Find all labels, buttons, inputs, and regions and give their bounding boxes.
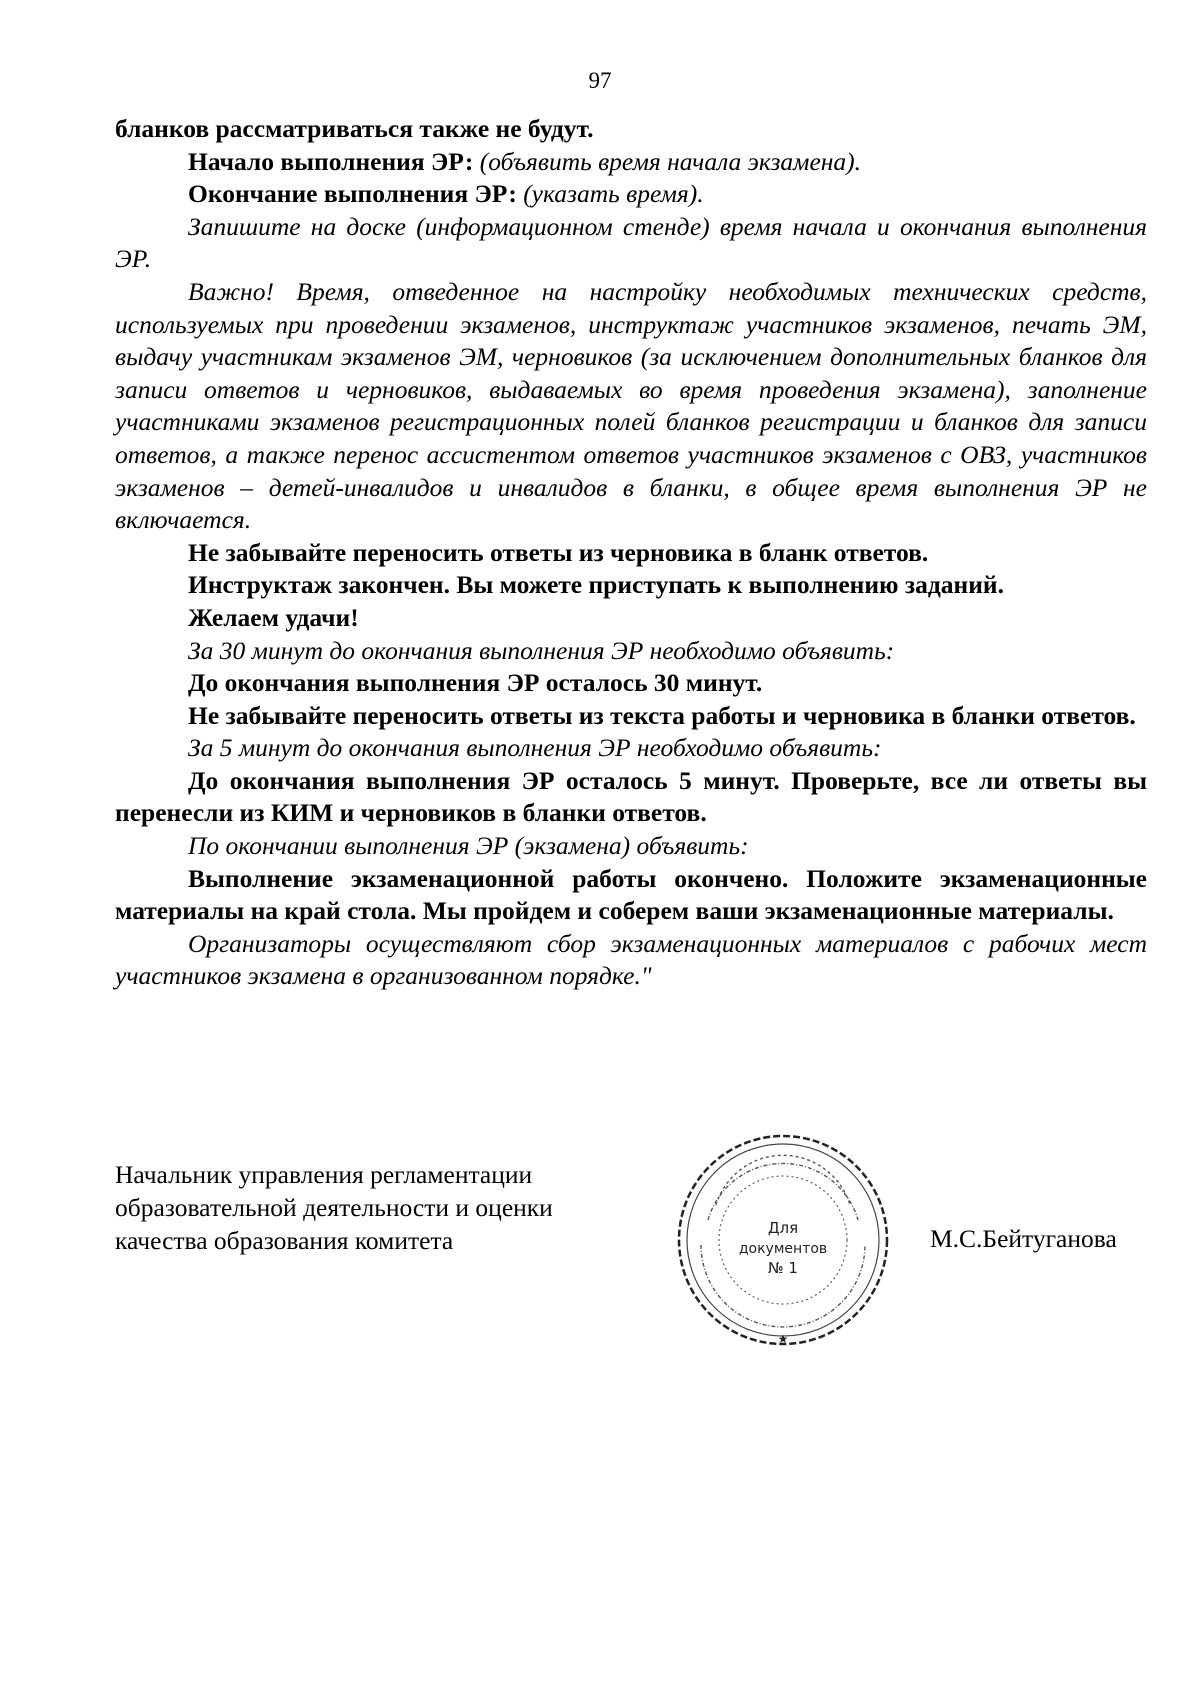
page-number: 97 bbox=[588, 68, 612, 93]
paragraph: Не забывайте переносить ответы из черновика в бланк ответов. bbox=[188, 537, 929, 567]
paragraph: До окончания выполнения ЭР осталось 30 минут. bbox=[188, 668, 763, 698]
paragraph: Важно! Время, отведенное на настройку необходимых технических средств, используемых при проведении экзаменов, инструктаж участников экзаменов, печать ЭМ, выдачу участникам экзаменов ЭМ, черновиков (за исключением дополнительных бланков для записи ответов и черновиков, выдаваемых во время проведения экзамена), заполнение участниками экзаменов регистрационных полей бланков регистрации и бланков для записи ответов, а также перенос ассистентом ответов участников экзаменов с ОВЗ, участников экзаменов – детей-инвалидов и инвалидов в бланки, в общее время выполнения ЭР не включается. bbox=[115, 276, 1147, 535]
paragraph: За 30 минут до окончания выполнения ЭР необходимо объявить: bbox=[188, 635, 895, 665]
paragraph: За 5 минут до окончания выполнения ЭР необходимо объявить: bbox=[188, 733, 882, 763]
paragraph: Инструктаж закончен. Вы можете приступать к выполнению заданий. bbox=[188, 570, 1004, 600]
paragraph: бланков рассматриваться также не будут. bbox=[115, 114, 594, 143]
paragraph bbox=[115, 178, 1147, 211]
position-line: качества образования комитета bbox=[115, 1226, 454, 1255]
bold-label: Начало выполнения ЭР: bbox=[188, 146, 474, 176]
italic-text: (указать время). bbox=[523, 179, 704, 209]
paragraph: Организаторы осуществляют сбор экзаменационных материалов с рабочих мест участников экзамена в организованном порядке." bbox=[115, 928, 1147, 991]
seal-text-line: Для bbox=[767, 1219, 799, 1237]
paragraph: По окончании выполнения ЭР (экзамена) объявить: bbox=[188, 831, 749, 861]
paragraph: Не забывайте переносить ответы из текста работы и черновика в бланки ответов. bbox=[188, 700, 1136, 730]
paragraph: Выполнение экзаменационной работы окончено. Положите экзаменационные материалы на край стола. Мы пройдем и соберем ваши экзаменационные материалы. bbox=[115, 863, 1147, 926]
signature-position bbox=[115, 1158, 675, 1257]
italic-text: (объявить время начала экзамена). bbox=[479, 146, 862, 176]
svg-text:★: ★ bbox=[777, 1332, 789, 1346]
paragraph: До окончания выполнения ЭР осталось 5 минут. Проверьте, все ли ответы вы перенесли из КИМ и черновиков в бланки ответов. bbox=[115, 765, 1147, 828]
paragraph: Желаем удачи! bbox=[188, 602, 359, 632]
position-line: Начальник управления регламентации bbox=[115, 1160, 533, 1189]
seal-text-line: № 1 bbox=[768, 1259, 798, 1277]
document-body bbox=[115, 113, 1147, 993]
signatory-name: М.С.Бейтуганова bbox=[930, 1224, 1117, 1253]
official-seal-stamp bbox=[668, 1125, 898, 1355]
paragraph: Запишите на доске (информационном стенде) время начала и окончания выполнения ЭР. bbox=[115, 211, 1147, 274]
bold-label: Окончание выполнения ЭР: bbox=[188, 179, 517, 209]
position-line: образовательной деятельности и оценки bbox=[115, 1193, 553, 1222]
seal-text-line: документов bbox=[738, 1241, 828, 1257]
paragraph bbox=[115, 146, 1147, 179]
